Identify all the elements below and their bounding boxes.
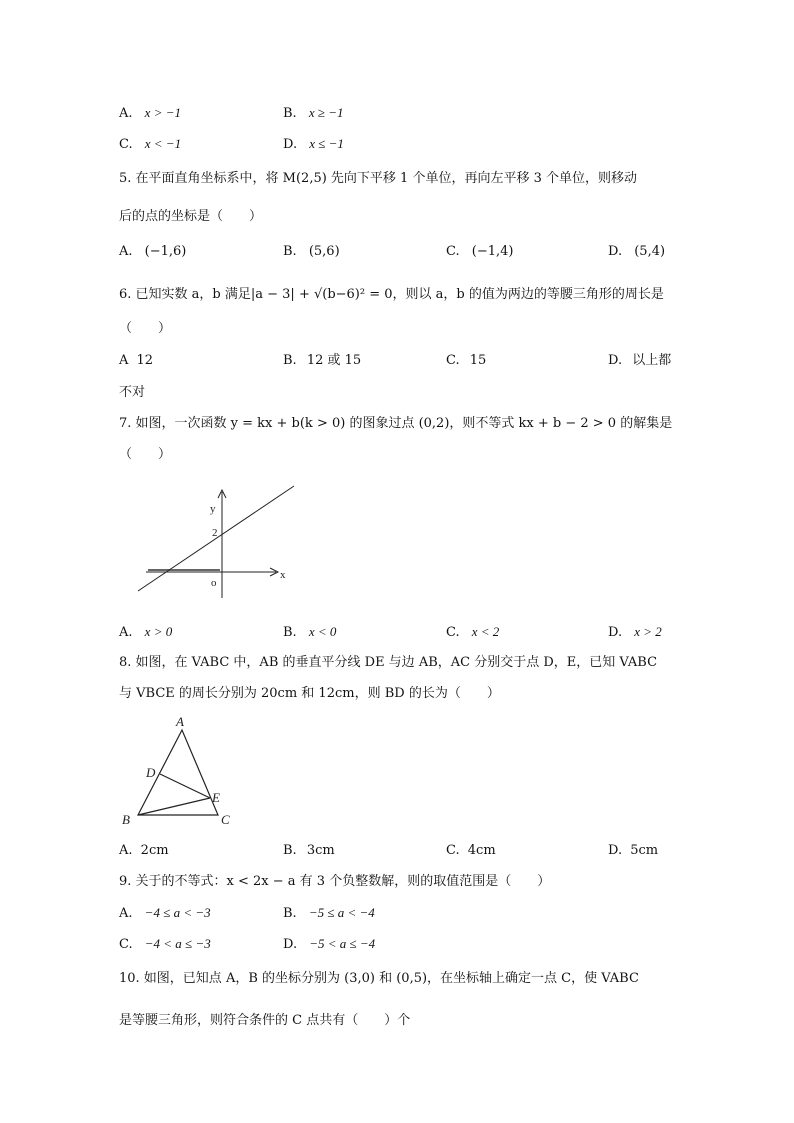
q9-option-a-text: −4 ≤ a < −3 [144,905,211,920]
q9-option-b-text: −5 ≤ a < −4 [308,905,375,920]
q9-stem-line1: 9. 关于的不等式：x < 2x − a 有 3 个负整数解，则的取值范围是（ ） [119,874,551,889]
q5-option-b [283,243,340,261]
q7-origin-label: o [211,577,217,589]
q9-option-b [283,904,375,923]
q8-label-a: A [176,716,184,729]
q8-option-a [119,842,169,860]
q4-option-c [119,135,181,154]
q8-segment-be [138,798,210,815]
q8-triangle-figure [118,716,238,831]
q8-option-c-label: C. [446,843,460,858]
q7-option-c-text: x < 2 [471,624,500,639]
q7-option-d-label: D. [608,625,623,640]
q4-option-a-label: A. [119,106,133,121]
q6-option-d-overflow: 不对 [119,385,146,400]
q6-option-b-text: 12 或 15 [306,353,362,368]
q7-option-d [608,623,662,642]
q8-option-d [608,842,658,860]
q5-option-d [608,243,665,261]
q7-option-c-label: C. [446,625,460,640]
q5-option-c-label: C. [446,244,460,259]
q7-option-d-text: x > 2 [634,624,662,639]
q4-option-b-text: x ≥ −1 [308,105,344,120]
q8-label-c: C [221,812,230,827]
q9-option-a-label: A. [119,906,133,921]
q7-y-label: y [210,503,216,515]
q6-option-c-label: C. [446,353,460,368]
q9-option-d-text: −5 < a ≤ −4 [309,936,376,951]
q5-option-d-text: (5,4) [634,244,666,259]
q8-option-c [446,842,496,860]
q5-option-b-label: B. [283,244,297,259]
q9-option-c-text: −4 < a ≤ −3 [144,936,211,951]
q5-option-c-text: (−1,4) [471,244,514,259]
q6-option-b [283,352,361,370]
q7-option-a [119,623,172,642]
q6-option-a-label: A [119,353,129,368]
q4-option-a-text: x > −1 [144,105,181,120]
q7-option-b [283,623,336,642]
q4-option-d [283,135,344,154]
q5-option-b-text: (5,6) [308,244,340,259]
q8-stem-line1: 8. 如图，在 VABC 中，AB 的垂直平分线 DE 与边 AB，AC 分别交于点 D，E，已知 VABC [119,655,658,670]
q4-option-d-text: x ≤ −1 [309,136,344,151]
q4-option-d-label: D. [283,137,298,152]
q5-option-a [119,243,186,261]
q6-option-d [608,352,671,370]
q8-option-b-text: 3cm [306,843,335,858]
q7-x-label: x [280,569,286,581]
q6-option-d-text: 以上都 [632,353,672,368]
q8-option-d-label: D. [608,843,623,858]
q9-option-d [283,935,375,954]
q6-option-c [446,352,486,370]
q9-option-c [119,935,211,954]
q5-stem-line2: 后的点的坐标是（ ） [119,209,263,224]
q7-option-a-label: A. [119,625,133,640]
q8-option-b-label: B. [283,843,297,858]
q4-option-c-text: x < −1 [144,136,182,151]
q8-label-e: E [212,790,220,805]
q9-option-c-label: C. [119,937,133,952]
q6-option-b-label: B. [283,353,297,368]
q8-label-b: B [122,812,130,827]
q7-intercept-label: 2 [212,527,218,539]
q8-option-d-text: 5cm [630,843,659,858]
q4-option-b [283,104,344,123]
q9-option-d-label: D. [283,937,298,952]
q7-stem-line2: （ ） [119,447,172,462]
q9-option-b-label: B. [283,906,297,921]
q7-graph [130,478,300,602]
q7-option-c [446,623,499,642]
q8-label-d: D [146,765,156,780]
q6-stem-line2: （ ） [119,321,172,336]
q6-option-a-text: 12 [136,353,154,368]
q4-option-b-label: B. [283,106,297,121]
q5-option-a-text: (−1,6) [144,244,187,259]
q8-option-c-text: 4cm [467,843,496,858]
q6-option-d-label: D. [608,353,623,368]
q7-option-a-text: x > 0 [144,624,173,639]
q5-stem-line1: 5. 在平面直角坐标系中，将 M(2,5) 先向下平移 1 个单位，再向左平移 3 个单位，则移动 [119,171,638,186]
q6-option-c-text: 15 [469,353,487,368]
q10-stem-line1: 10. 如图，已知点 A，B 的坐标分别为 (3,0) 和 (0,5)，在坐标轴上确定一点 C，使 VABC [119,971,639,986]
q6-stem-line1: 6. 已知实数 a，b 满足|a − 3| + √(b−6)² = 0，则以 a，b 的值为两边的等腰三角形的周长是 [119,287,664,302]
q8-option-a-text: 2cm [140,843,169,858]
q7-option-b-text: x < 0 [308,624,337,639]
q8-option-a-label: A. [119,843,133,858]
q7-option-b-label: B. [283,625,297,640]
q4-option-c-label: C. [119,137,133,152]
q7-stem-line1: 7. 如图，一次函数 y = kx + b(k > 0) 的图象过点 (0,2)，则不等式 kx + b − 2 > 0 的解集是 [119,416,673,431]
q5-option-a-label: A. [119,244,133,259]
q9-option-a [119,904,211,923]
q6-option-a [119,352,153,370]
q8-stem-line2: 与 VBCE 的周长分别为 20cm 和 12cm，则 BD 的长为（ ） [119,686,500,701]
q10-stem-line2: 是等腰三角形，则符合条件的 C 点共有（ ）个 [119,1013,411,1028]
q4-option-a [119,104,181,123]
q5-option-d-label: D. [608,244,623,259]
q5-option-c [446,243,513,261]
q8-option-b [283,842,335,860]
